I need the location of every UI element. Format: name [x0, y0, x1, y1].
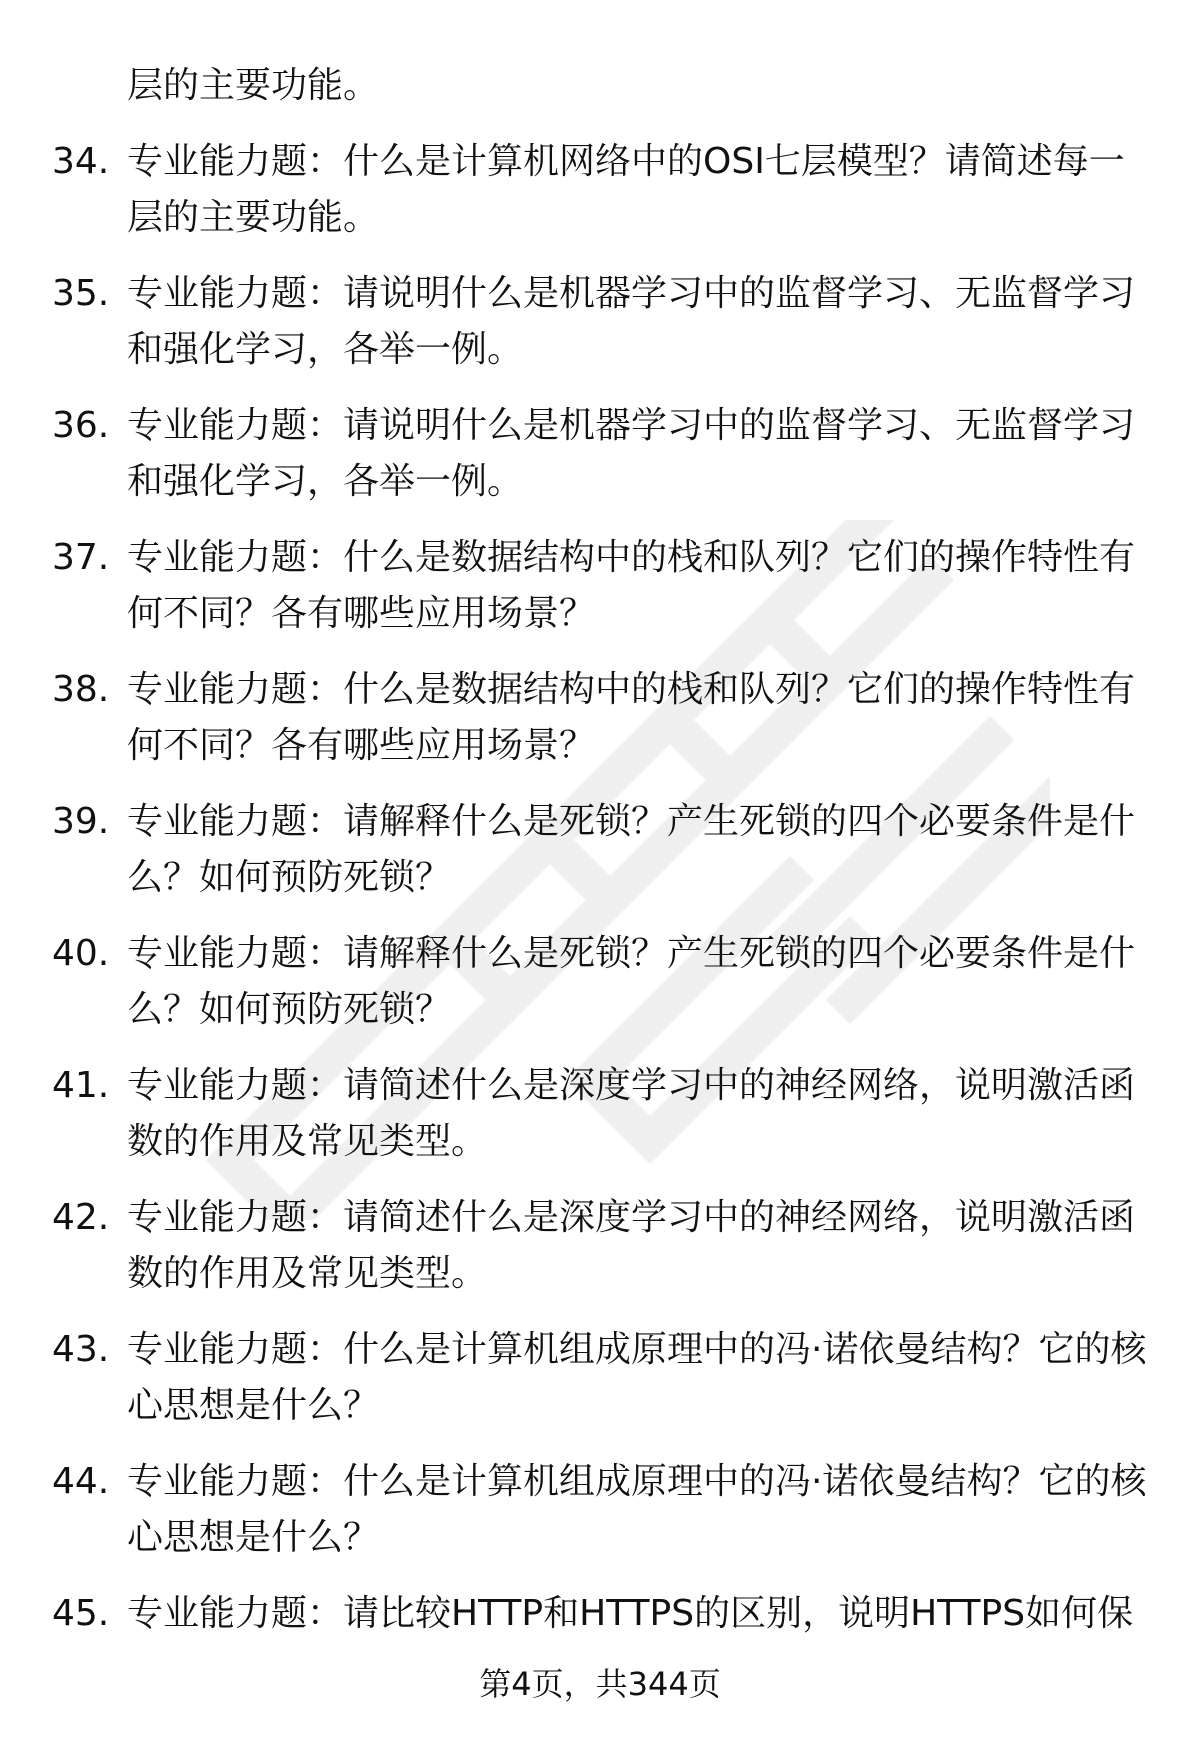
question-number: 41.	[52, 1065, 110, 1106]
question-number: 39.	[52, 801, 110, 842]
question-number: 37.	[52, 537, 110, 578]
question-number: 43.	[52, 1329, 110, 1370]
question-list	[0, 134, 1200, 1718]
question-text	[127, 1058, 1157, 1170]
question-text	[127, 794, 1157, 906]
question-item	[0, 1322, 1200, 1454]
question-text-line: 心思想是什么？	[127, 1517, 380, 1558]
question-text	[127, 398, 1157, 510]
question-item	[0, 1190, 1200, 1322]
question-text-line: 何不同？各有哪些应用场景？	[127, 593, 596, 634]
question-number: 38.	[52, 669, 110, 710]
question-text-line: 专业能力题：什么是计算机组成原理中的冯·诺依曼结构？它的核	[127, 1461, 1147, 1502]
question-text-line: 专业能力题：请说明什么是机器学习中的监督学习、无监督学习	[127, 405, 1136, 446]
question-text-line: 专业能力题：请简述什么是深度学习中的神经网络，说明激活函	[127, 1065, 1136, 1106]
question-text	[127, 266, 1157, 378]
question-item	[0, 926, 1200, 1058]
question-text-line: 数的作用及常见类型。	[127, 1253, 488, 1294]
question-text-line: 心思想是什么？	[127, 1385, 380, 1426]
question-item	[0, 398, 1200, 530]
question-number: 44.	[52, 1461, 110, 1502]
question-text-line: 专业能力题：请解释什么是死锁？产生死锁的四个必要条件是什	[127, 933, 1136, 974]
question-text	[127, 1190, 1157, 1302]
question-item	[0, 530, 1200, 662]
question-number: 35.	[52, 273, 110, 314]
question-text-line: 么？如何预防死锁？	[127, 857, 452, 898]
question-number: 40.	[52, 933, 110, 974]
question-item	[0, 794, 1200, 926]
question-text-line: 专业能力题：什么是数据结构中的栈和队列？它们的操作特性有	[127, 537, 1136, 578]
question-text-line: 专业能力题：什么是计算机网络中的OSI七层模型？请简述每一	[127, 141, 1125, 182]
question-item	[0, 266, 1200, 398]
question-text	[127, 926, 1157, 1038]
question-text-line: 专业能力题：请简述什么是深度学习中的神经网络，说明激活函	[127, 1197, 1136, 1238]
question-text-line: 专业能力题：请解释什么是死锁？产生死锁的四个必要条件是什	[127, 801, 1136, 842]
question-item	[0, 1454, 1200, 1586]
question-text-line: 和强化学习，各举一例。	[127, 461, 524, 502]
page-footer: 第4页，共344页	[479, 1665, 721, 1703]
question-text-line: 么？如何预防死锁？	[127, 989, 452, 1030]
question-item	[0, 662, 1200, 794]
question-number: 45.	[52, 1593, 110, 1634]
question-number: 42.	[52, 1197, 110, 1238]
question-text-line: 层的主要功能。	[127, 197, 380, 238]
question-text	[127, 134, 1157, 246]
question-text-line: 专业能力题：请说明什么是机器学习中的监督学习、无监督学习	[127, 273, 1136, 314]
question-text	[127, 1322, 1157, 1434]
question-item	[0, 1058, 1200, 1190]
question-text-line: 专业能力题：什么是数据结构中的栈和队列？它们的操作特性有	[127, 669, 1136, 710]
question-text-line: 和强化学习，各举一例。	[127, 329, 524, 370]
continued-question-text: 层的主要功能。	[127, 65, 380, 106]
question-item	[0, 134, 1200, 266]
question-text-line: 何不同？各有哪些应用场景？	[127, 725, 596, 766]
question-number: 34.	[52, 141, 110, 182]
question-text	[127, 1454, 1157, 1566]
question-text	[127, 1586, 1157, 1642]
question-text-line: 数的作用及常见类型。	[127, 1121, 488, 1162]
question-text	[127, 662, 1157, 774]
question-text-line: 专业能力题：什么是计算机组成原理中的冯·诺依曼结构？它的核	[127, 1329, 1147, 1370]
question-text-line: 专业能力题：请比较HTTP和HTTPS的区别，说明HTTPS如何保	[127, 1593, 1134, 1634]
question-text	[127, 530, 1157, 642]
question-number: 36.	[52, 405, 110, 446]
